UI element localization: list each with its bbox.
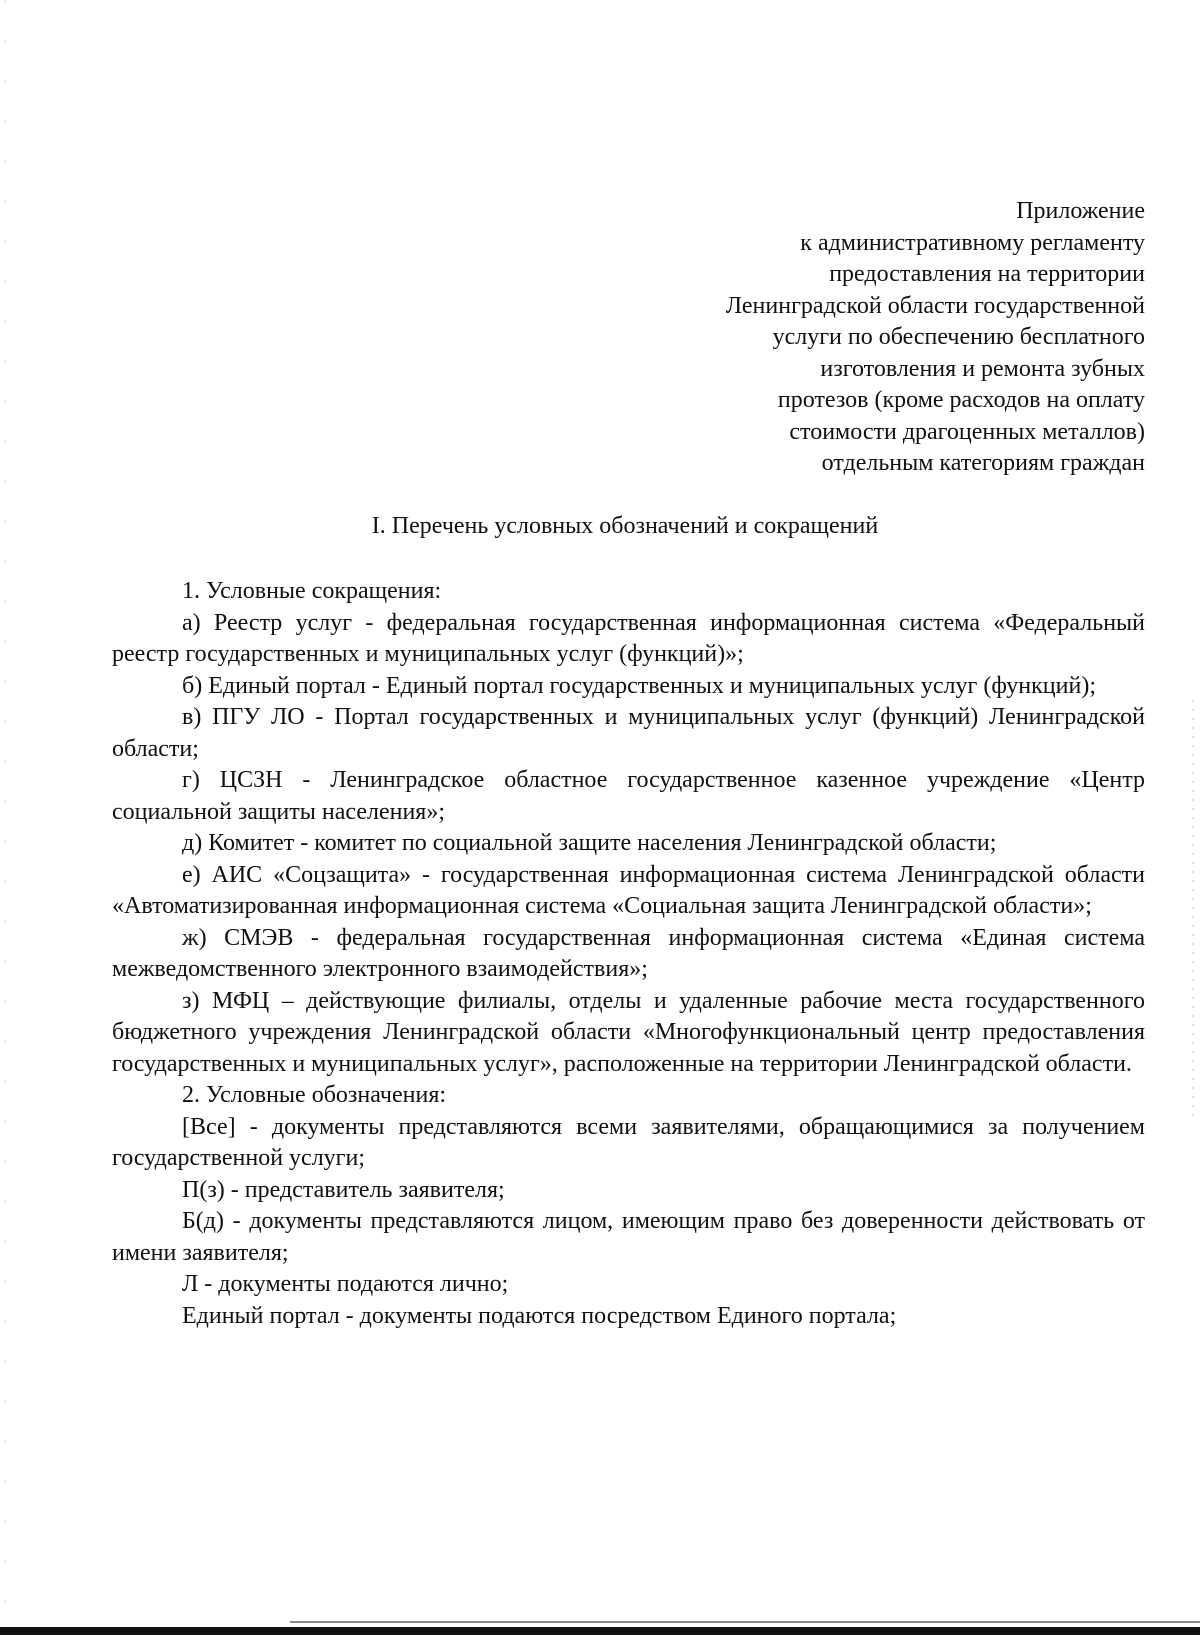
appendix-line: протезов (кроме расходов на оплату: [777, 387, 1145, 413]
appendix-line: Приложение: [1016, 198, 1145, 224]
appendix-line: Ленинградской области государственной: [725, 292, 1145, 319]
document-body: [112, 576, 1145, 1332]
paragraph-item: [Все] - документы представляются всеми заявителями, обращающимися за получением государственной услуги;: [112, 1113, 1145, 1171]
paragraph-item: П(з) - представитель заявителя;: [182, 1176, 505, 1203]
paragraph-item: е) АИС «Соцзащита» - государственная информационная система Ленинградской области «Автоматизированная информационная система «Социальная защита Ленинградской области»;: [112, 861, 1145, 919]
paragraph-item: Л - документы подаются лично;: [182, 1271, 509, 1297]
scan-artifact-left: [4, 0, 6, 1635]
scan-bottom-line: [290, 1621, 1200, 1623]
paragraph-item: д) Комитет - комитет по социальной защите населения Ленинградской области;: [182, 830, 997, 856]
appendix-line: к административному регламенту: [800, 229, 1145, 256]
paragraph-item: в) ПГУ ЛО - Портал государственных и муниципальных услуг (функций) Ленинградской области;: [112, 704, 1145, 762]
paragraph-item: б) Единый портал - Единый портал государственных и муниципальных услуг (функций);: [182, 672, 1096, 699]
paragraph-item: Б(д) - документы представляются лицом, имеющим право без доверенности действовать от имени заявителя;: [112, 1208, 1145, 1266]
scan-bottom-edge: [0, 1627, 1200, 1635]
appendix-line: стоимости драгоценных металлов): [789, 418, 1145, 445]
paragraph-item: з) МФЦ – действующие филиалы, отделы и удаленные рабочие места государственного бюджетного учреждения Ленинградской области «Многофункциональный центр предоставления государственных и муниципальных услуг», расположенные на территории Ленинградской области.: [112, 987, 1145, 1077]
appendix-header: [585, 196, 1145, 480]
paragraph-item: Единый портал - документы подаются посредством Единого портала;: [182, 1302, 897, 1329]
paragraph-item: ж) СМЭВ - федеральная государственная информационная система «Единая система межведомственного электронного взаимодействия»;: [112, 924, 1145, 982]
appendix-line: предоставления на территории: [829, 261, 1145, 287]
section-title: I. Перечень условных обозначений и сокращений: [371, 513, 879, 539]
paragraph-item: г) ЦСЗН - Ленинградское областное государственное казенное учреждение «Центр социальной защиты населения»;: [112, 767, 1145, 825]
paragraph-abbreviations-heading: 1. Условные сокращения:: [182, 578, 442, 604]
paragraph-item: а) Реестр услуг - федеральная государственная информационная система «Федеральный реестр государственных и муниципальных услуг (функций)»;: [112, 609, 1145, 667]
appendix-line: изготовления и ремонта зубных: [820, 355, 1145, 382]
appendix-line: услуги по обеспечению бесплатного: [772, 324, 1145, 350]
paragraph-symbols-heading: 2. Условные обозначения:: [182, 1082, 447, 1108]
scan-artifact-right: [1192, 700, 1194, 1120]
appendix-line: отдельным категориям граждан: [821, 450, 1145, 476]
